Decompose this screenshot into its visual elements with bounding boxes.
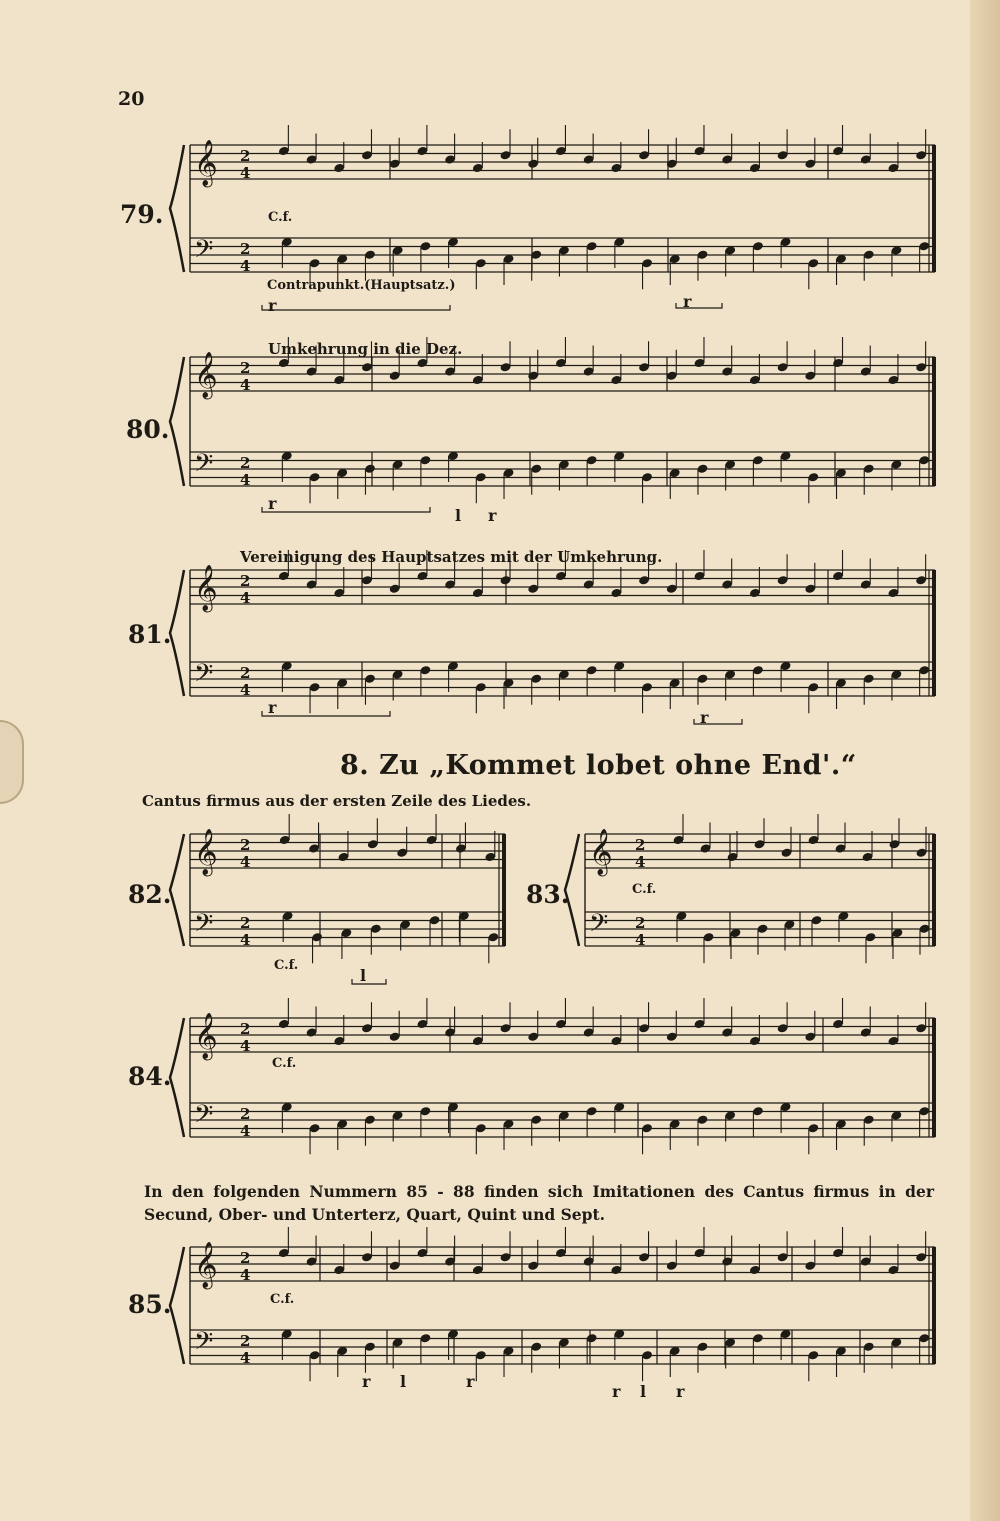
example-number-85: 85. [128,1290,172,1319]
mark-bracket-2 [262,507,430,512]
mark-85-l1: l [400,1372,407,1391]
bass-clef-83: 𝄢 [589,909,609,944]
time-sig-top-81-1: 2 [240,664,251,682]
bass-clef-85: 𝄢 [194,1327,214,1362]
treble-clef-85: 𝄞 [194,1242,218,1288]
mark-bracket-0 [262,305,450,310]
brace-79 [170,145,184,272]
bass-clef-79: 𝄢 [194,235,214,270]
time-sig-bottom-83-0: 4 [635,853,646,871]
brace-81 [170,570,184,696]
time-sig-top-82-1: 2 [240,914,251,932]
section-heading: 8. Zu „Kommet lobet ohne End'.“ [340,750,857,781]
bass-clef-80: 𝄢 [194,449,214,484]
treble-clef-83: 𝄞 [589,829,613,875]
example-number-80: 80. [126,415,170,444]
time-sig-bottom-81-0: 4 [240,589,251,607]
mark-82-l: l [360,966,367,985]
time-sig-bottom-85-1: 4 [240,1349,251,1367]
time-sig-top-79-0: 2 [240,147,251,165]
mark-85-r2: r [466,1372,475,1391]
mark-80-r1: r [268,494,277,513]
treble-clef-79: 𝄞 [194,140,218,186]
time-sig-bottom-81-1: 4 [240,681,251,699]
time-sig-top-84-0: 2 [240,1020,251,1038]
mark-85-r3: r [612,1382,621,1401]
brace-80 [170,357,184,486]
time-sig-top-85-1: 2 [240,1332,251,1350]
bass-clef-82: 𝄢 [194,909,214,944]
mark-79-r1: r [268,296,277,315]
final-thick-85 [932,1247,936,1364]
intro-paragraph: In den folgenden Nummern 85 - 88 finden sich Imitationen des Cantus firmus in der Secund, Ober- und Unterterz, Quart, Quint und Sept. [144,1182,934,1224]
mark-85-r4: r [676,1382,685,1401]
brace-84 [170,1018,184,1137]
caption-80: Umkehrung in die Dez. [268,340,463,358]
final-thick-81 [932,570,936,696]
treble-clef-80: 𝄞 [194,352,218,398]
time-sig-top-84-1: 2 [240,1105,251,1123]
time-sig-bottom-80-1: 4 [240,471,251,489]
time-sig-top-83-0: 2 [635,836,646,854]
time-sig-top-83-1: 2 [635,914,646,932]
final-thick-84 [932,1018,936,1137]
time-sig-top-85-0: 2 [240,1249,251,1267]
mark-81-r2: r [700,708,709,727]
final-thick-79 [932,145,936,272]
brace-85 [170,1247,184,1364]
treble-clef-81: 𝄞 [194,565,218,611]
time-sig-top-80-0: 2 [240,359,251,377]
final-thick-82 [502,834,506,946]
cf-label-79: C.f. [268,210,293,225]
example-number-79: 79. [120,200,164,229]
caption-81: Vereinigung des Hauptsatzes mit der Umkehrung. [240,548,663,566]
cf-label-83: C.f. [632,882,657,897]
mark-81-r1: r [268,698,277,717]
mark-bracket-5 [352,979,386,984]
time-sig-bottom-80-0: 4 [240,376,251,394]
final-thick-83 [932,834,936,946]
cf-label-84: C.f. [272,1056,297,1071]
time-sig-bottom-83-1: 4 [635,931,646,949]
mark-85-l2: l [640,1382,647,1401]
time-sig-bottom-82-0: 4 [240,853,251,871]
final-thick-80 [932,357,936,486]
time-sig-bottom-85-0: 4 [240,1266,251,1284]
example-number-84: 84. [128,1062,172,1091]
example-number-82: 82. [128,880,172,909]
cf-label-85: C.f. [270,1292,295,1307]
time-sig-bottom-84-1: 4 [240,1122,251,1140]
treble-clef-82: 𝄞 [194,829,218,875]
time-sig-bottom-79-0: 4 [240,164,251,182]
mark-80-l: l [455,506,462,525]
bass-clef-84: 𝄢 [194,1100,214,1135]
example-number-81: 81. [128,620,172,649]
treble-clef-84: 𝄞 [194,1013,218,1059]
time-sig-top-80-1: 2 [240,454,251,472]
time-sig-top-81-0: 2 [240,572,251,590]
time-sig-top-82-0: 2 [240,836,251,854]
page-number: 20 [118,88,145,110]
section-subheading: Cantus firmus aus der ersten Zeile des Liedes. [142,792,532,810]
time-sig-bottom-82-1: 4 [240,931,251,949]
mark-85-r1: r [362,1372,371,1391]
cf-label-82: C.f. [274,958,299,973]
mark-bracket-3 [262,711,390,716]
time-sig-top-79-1: 2 [240,240,251,258]
example-number-83: 83. [526,880,570,909]
mark-80-r2: r [488,506,497,525]
time-sig-bottom-84-0: 4 [240,1037,251,1055]
mark-79-r2: r [683,292,692,311]
bass-clef-81: 𝄢 [194,659,214,694]
caption-79: Contrapunkt.(Hauptsatz.) [267,278,456,293]
time-sig-bottom-79-1: 4 [240,257,251,275]
brace-82 [170,834,184,946]
